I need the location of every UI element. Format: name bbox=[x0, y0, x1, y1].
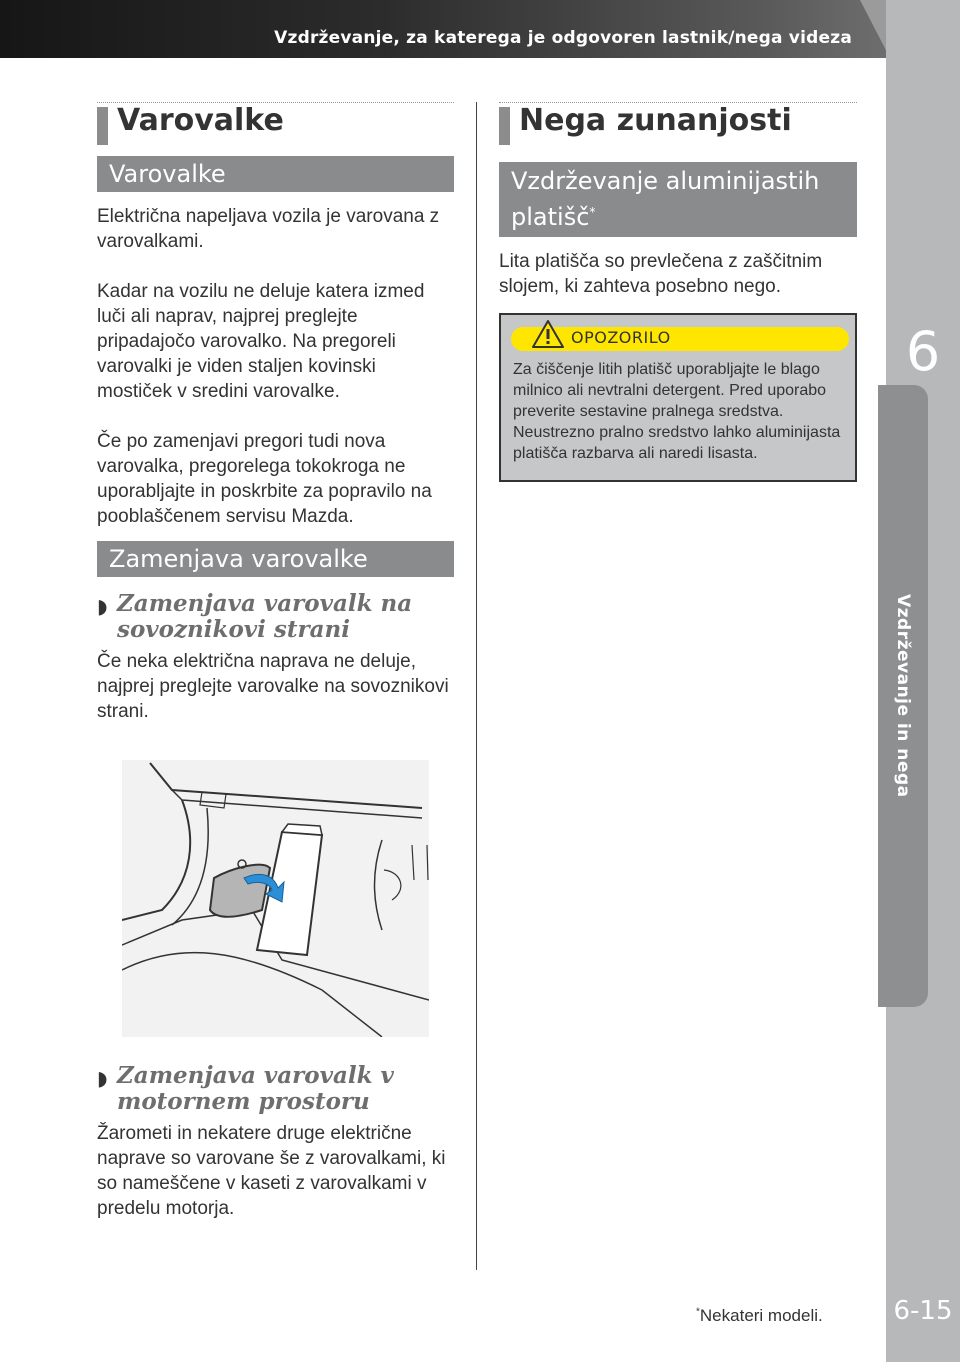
title-bar-marker bbox=[97, 107, 108, 145]
passenger-footwell-drawing bbox=[122, 760, 429, 1037]
footnote-mark: * bbox=[589, 205, 596, 219]
chapter-number: 6 bbox=[905, 320, 941, 383]
footnote-text: Nekateri modeli. bbox=[699, 1306, 823, 1325]
section-title-text: Nega zunanjosti bbox=[519, 103, 792, 138]
paragraph: Kadar na vozilu ne deluje katera izmed luči ali naprav, najprej preglejte pripadajočo varovalko. Na pregoreli varovalki je viden staljen kovinski mostiček v sredini varovalke. bbox=[97, 281, 425, 402]
paragraph: Žarometi in nekatere druge električne naprave so varovane še z varovalkami, ki so nameščene v kaseti z varovalkami v predelu motorja. bbox=[97, 1123, 446, 1219]
minor-title-text: Zamenjava varovalk na sovoznikovi strani bbox=[117, 590, 413, 643]
page-number: 6-15 bbox=[893, 1296, 953, 1326]
warning-box bbox=[499, 313, 857, 482]
minor-title-engine-compartment bbox=[97, 1063, 454, 1115]
minor-title-passenger-side bbox=[97, 591, 454, 643]
title-bar-marker bbox=[499, 107, 510, 145]
warning-header bbox=[511, 327, 849, 351]
chapter-label: Vzdrževanje in nega bbox=[893, 594, 913, 798]
chapter-tab-label bbox=[878, 385, 928, 1007]
paragraph: Električna napeljava vozila je varovana z varovalkami. bbox=[97, 206, 440, 252]
paragraph: Če po zamenjavi pregori tudi nova varovalka, pregorelega tokokroga ne uporabljajte in poskrbite za popravilo na pooblaščenem servisu Mazda. bbox=[97, 431, 432, 527]
footnote-mark: * bbox=[696, 1306, 700, 1318]
chevron-icon: ◗ bbox=[97, 1066, 108, 1090]
left-column bbox=[97, 102, 454, 1221]
footnote bbox=[696, 1306, 823, 1326]
page-header-title: Vzdrževanje, za katerega je odgovoren lastnik/nega videza bbox=[274, 28, 852, 48]
section-title-text: Varovalke bbox=[117, 103, 284, 138]
section-title-fuses bbox=[97, 102, 454, 152]
warning-label: OPOZORILO bbox=[571, 328, 671, 347]
subsection-band-fuses: Varovalke bbox=[97, 156, 454, 192]
warning-text: Za čiščenje litih platišč uporabljajte le blago milnico ali nevtralni detergent. Pred uporabo preverite sestavine pralnega sredstva. Neustrezno pralno sredstvo lahko aluminijasta platišča razbarva ali naredi lisasta. bbox=[513, 361, 841, 462]
column-divider bbox=[476, 102, 477, 1270]
right-column bbox=[499, 102, 857, 482]
subsection-band-fuse-replacement: Zamenjava varovalke bbox=[97, 541, 454, 577]
section-title-exterior-care bbox=[499, 102, 857, 152]
paragraph: Če neka električna naprava ne deluje, najprej preglejte varovalke na sovoznikovi strani. bbox=[97, 651, 449, 722]
warning-triangle-icon bbox=[531, 319, 565, 349]
paragraph: Lita platišča so prevlečena z zaščitnim slojem, ki zahteva posebno nego. bbox=[499, 251, 823, 297]
fuse-panel-illustration bbox=[122, 760, 429, 1037]
subsection-band-alloy-wheels bbox=[499, 162, 857, 237]
band-text: Vzdrževanje aluminijastih platišč bbox=[511, 167, 820, 231]
minor-title-text: Zamenjava varovalk v motornem prostoru bbox=[117, 1062, 394, 1115]
chevron-icon: ◗ bbox=[97, 594, 108, 618]
